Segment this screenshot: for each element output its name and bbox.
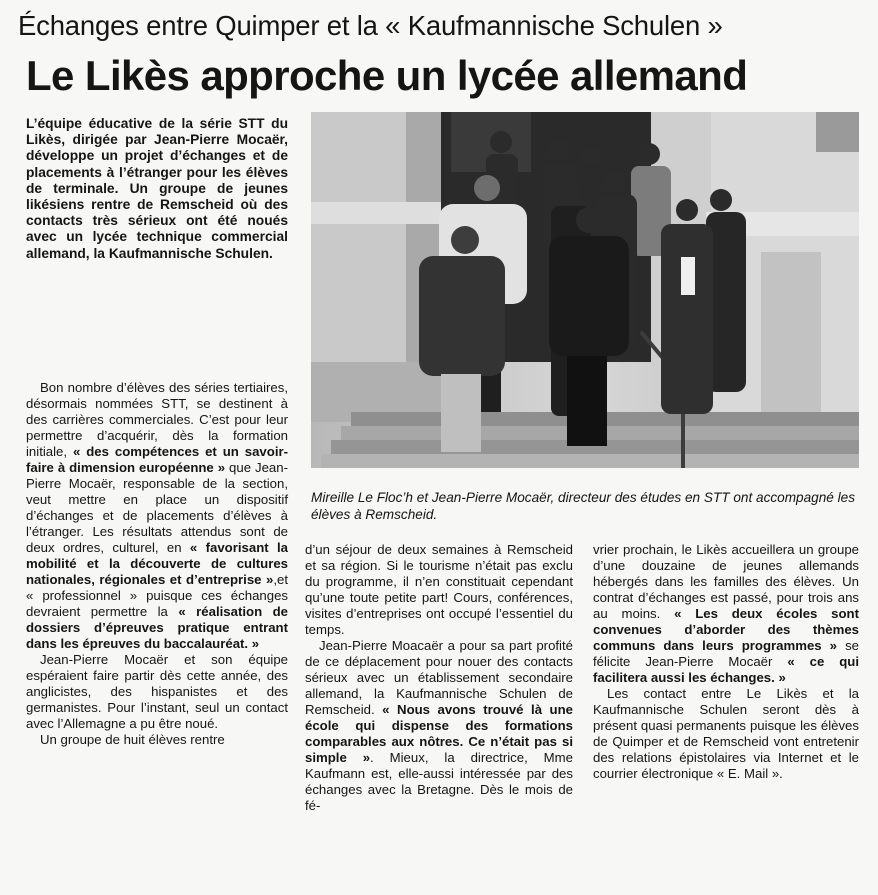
article-headline: Le Likès approche un lycée allemand xyxy=(26,52,748,99)
paragraph: Un groupe de huit élèves rentre xyxy=(40,732,225,747)
paragraph: vrier prochain, le Likès accueillera un groupe d’une douzaine de jeunes allemands hébergés dans les familles des élèves. Un contrat d’échanges est passé, pour trois ans au moins. « Les deux écoles sont convenues d’aborder des thèmes communs dans leurs programmes » se félicite Jean-Pierre Mocaër « ce qui facilitera aussi les échanges. » xyxy=(593,542,859,685)
group-photo xyxy=(311,112,859,468)
paragraph: Jean-Pierre Mocaër et son équipe espéraient faire partir dès cette année, des anglicistes, des hispanistes et des germanistes. Pour l’instant, seul un contact avec l’Allemagne a pu être noué. xyxy=(26,652,288,731)
article-kicker: Échanges entre Quimper et la « Kaufmannische Schulen » xyxy=(18,10,723,41)
article-column-2 xyxy=(305,542,573,814)
article-lede: L’équipe éducative de la série STT du Likès, dirigée par Jean-Pierre Mocaër, développe un projet d’échanges et de placements à l’étranger pour les élèves de terminale. Un groupe de jeunes likésiens rentre de Remscheid où des contacts très sérieux ont été noués avec un lycée technique commercial allemand, la Kaufmannische Schulen. xyxy=(26,116,288,261)
photo-caption: Mireille Le Floc’h et Jean-Pierre Mocaër, directeur des études en STT ont accompagné les élèves à Remscheid. xyxy=(311,490,856,522)
paragraph: Les contact entre Le Likès et la Kaufmannische Schulen seront dès à présent quasi permanents puisque les élèves de Quimper et de Remscheid vont entretenir des relations épistolaires via Internet et le courrier électronique « E. Mail ». xyxy=(593,686,859,781)
article-column-3 xyxy=(593,542,859,782)
paragraph: d’un séjour de deux semaines à Remscheid et sa région. Si le tourisme n’était pas exclu du programme, il n’en constituait cependant qu’une toute petite part! Cours, conférences, visites d’entreprises ont occupé l’essentiel du temps. xyxy=(305,542,573,637)
paragraph: Bon nombre d’élèves des séries tertiaires, désormais nommées STT, se destinent à des carrières commerciales. C’est pour leur permettre d’acquérir, dès la formation initiale, « des compétences et un savoir-faire à dimension européenne » que Jean-Pierre Mocaër, responsable de la section, veut mettre en place un dispositif d’échanges et de placements d’élèves à l’étranger. Les résultats attendus sont de deux ordres, culturel, en « favorisant la mobilité et la découverte de cultures nationales, régionales et d’entreprise »,et « professionnel » puisque ces échanges devraient permettre la « réalisation de dossiers d’épreuves pratique entrant dans les épreuves du baccalauréat. » xyxy=(26,380,289,651)
article-column-1 xyxy=(26,380,288,748)
paragraph: Jean-Pierre Moacaër a pour sa part profité de ce déplacement pour nouer des contacts sérieux avec un établissement secondaire allemand, la Kaufmannische Schulen de Remscheid. « Nous avons trouvé là une école qui dispense des formations comparables aux nôtres. Ce n’était pas si simple ». Mieux, la directrice, Mme Kaufmann est, elle-aussi intéressée par des échanges avec la Bretagne. Dès le mois de fé- xyxy=(305,638,574,813)
